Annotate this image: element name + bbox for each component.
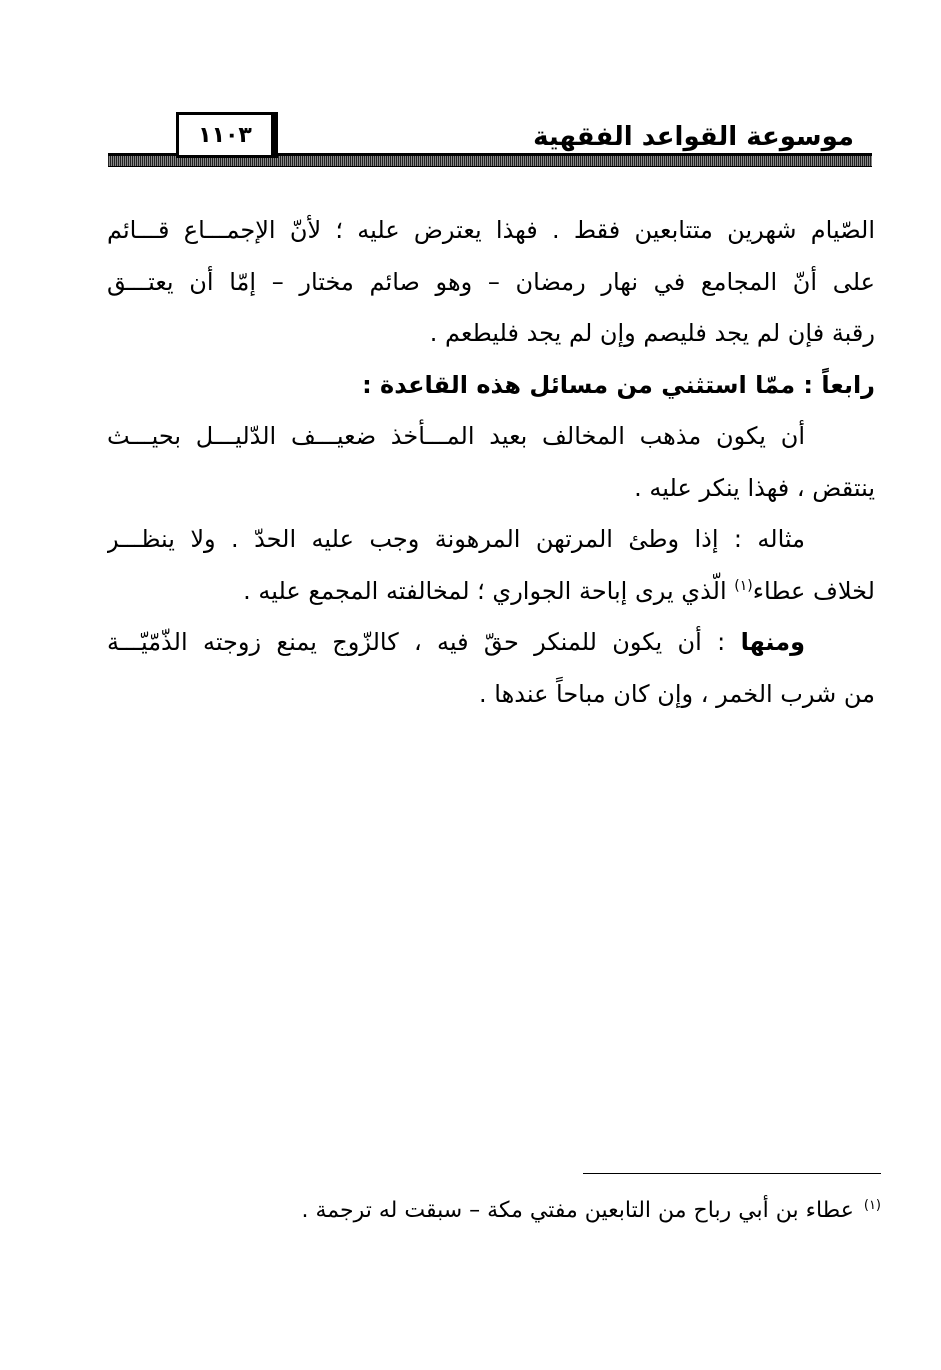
footnote-text: عطاء بن أبي رباح من التابعين مفتي مكة – سبقت له ترجمة . xyxy=(301,1198,854,1223)
minha-line: من شرب الخمر ، وإن كان مباحاً عندها . xyxy=(479,679,875,708)
page-number-box xyxy=(176,112,278,158)
example-line xyxy=(107,566,875,618)
page-number: ١١٠٣ xyxy=(198,122,252,148)
footnote xyxy=(302,1198,881,1223)
text-line: ينتقض ، فهذا ينكر عليه . xyxy=(634,473,875,502)
example-text: لخلاف عطاء xyxy=(752,576,875,605)
footnote-reference[interactable]: (١) xyxy=(734,577,753,594)
text-line: رقبة فإن لم يجد فليصم وإن لم يجد فليطعم . xyxy=(429,319,875,347)
section-heading: رابعاً : ممّا استثني من مسائل هذه القاعدة : xyxy=(362,370,875,399)
text-line: على أنّ المجامع في نهار رمضان – وهو صائم مختار – إمّا أن يعتـــق xyxy=(107,267,875,296)
minha-label: ومنها xyxy=(740,628,805,656)
text-line: الصّيام شهرين متتابعين فقط . فهذا يعترض عليه ؛ لأنّ الإجمـــاع قـــائم xyxy=(107,216,875,244)
example-line: مثاله : إذا وطئ المرتهن المرهونة وجب عليه الحدّ . ولا ينظـــر xyxy=(107,525,805,553)
footnote-marker: (١) xyxy=(863,1197,881,1213)
footnote-separator xyxy=(583,1173,881,1174)
text-line: أن يكون مذهب المخالف بعيد المـــأخذ ضعيـــف الدّليـــل بحيـــث xyxy=(107,422,805,450)
minha-line xyxy=(107,617,875,669)
example-text: الّذي يرى إباحة الجواري ؛ لمخالفته المجمع عليه . xyxy=(243,576,735,605)
body-text xyxy=(107,205,875,720)
book-title: موسوعة القواعد الفقهية xyxy=(533,122,854,152)
minha-text: : أن يكون للمنكر حقّ فيه ، كالزّوج يمنع زوجته الذّمّيّـــة xyxy=(107,628,741,656)
